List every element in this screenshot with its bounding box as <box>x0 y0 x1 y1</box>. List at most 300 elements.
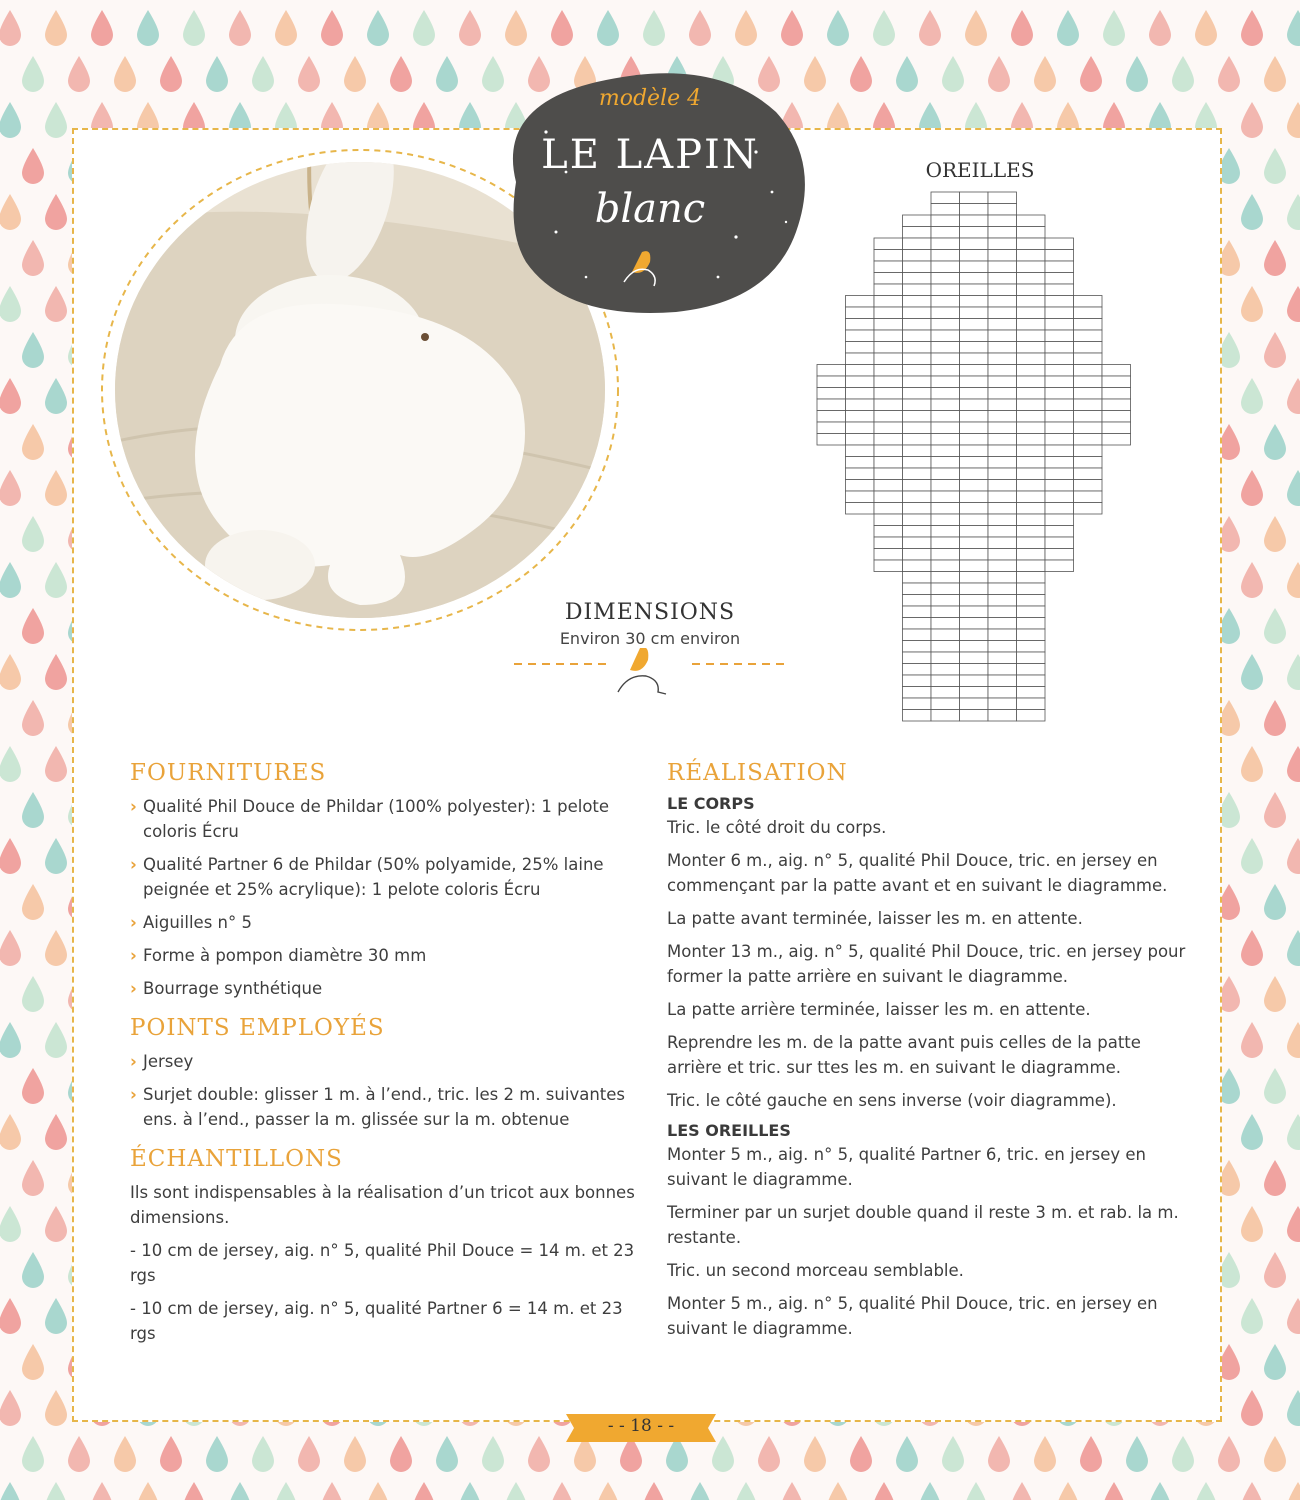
grid-cell <box>903 618 932 630</box>
grid-cell <box>874 411 903 423</box>
grid-cell <box>874 250 903 262</box>
raindrop-shape <box>528 1436 550 1472</box>
grid-cell <box>1017 641 1046 653</box>
grid-cell <box>1102 411 1131 423</box>
raindrop-shape <box>0 838 21 874</box>
grid-cell <box>988 503 1017 515</box>
grid-cell <box>903 710 932 722</box>
grid-cell <box>1045 445 1074 457</box>
grid-cell <box>988 687 1017 699</box>
raindrop-shape <box>1126 56 1148 92</box>
grid-cell <box>846 376 875 388</box>
grid-cell <box>960 227 989 239</box>
raindrop-shape <box>22 56 44 92</box>
raindrop-shape <box>252 56 274 92</box>
grid-cell <box>960 549 989 561</box>
grid-cell <box>846 388 875 400</box>
raindrop-shape <box>827 10 849 46</box>
grid-cell <box>874 537 903 549</box>
grid-cell <box>1045 261 1074 273</box>
grid-cell <box>960 250 989 262</box>
grid-cell <box>988 388 1017 400</box>
grid-cell <box>874 422 903 434</box>
grid-cell <box>988 319 1017 331</box>
grid-cell <box>931 238 960 250</box>
grid-cell <box>846 296 875 308</box>
grid-cell <box>931 273 960 285</box>
grid-cell <box>931 365 960 377</box>
raindrop-shape <box>390 1436 412 1472</box>
grid-cell <box>1045 365 1074 377</box>
fournitures-list <box>130 794 640 1001</box>
instruction-line: Reprendre les m. de la patte avant puis celles de la patte arrière et tric. sur ttes les m. en suivant le diagramme. <box>667 1033 1141 1077</box>
grid-cell <box>931 307 960 319</box>
grid-cell <box>1017 664 1046 676</box>
grid-cell <box>1045 411 1074 423</box>
raindrop-shape <box>1241 654 1263 690</box>
grid-cell <box>1102 399 1131 411</box>
grid-cell <box>1045 273 1074 285</box>
raindrop-shape <box>22 700 44 736</box>
raindrop-shape <box>45 10 67 46</box>
grid-cell <box>903 445 932 457</box>
raindrop-shape <box>1241 102 1263 138</box>
grid-cell <box>960 204 989 216</box>
grid-cell <box>1017 698 1046 710</box>
grid-cell <box>903 376 932 388</box>
grid-cell <box>988 227 1017 239</box>
raindrop-shape <box>551 10 573 46</box>
grid-cell <box>874 342 903 354</box>
points-list <box>130 1049 640 1132</box>
raindrop-shape <box>1080 56 1102 92</box>
raindrop-shape <box>45 930 67 966</box>
raindrop-shape <box>206 1436 228 1472</box>
grid-cell <box>874 353 903 365</box>
grid-cell <box>1074 330 1103 342</box>
grid-cell <box>903 595 932 607</box>
grid-cell <box>903 664 932 676</box>
raindrop-shape <box>0 1390 21 1426</box>
grid-cell <box>903 468 932 480</box>
grid-cell <box>988 537 1017 549</box>
grid-cell <box>931 491 960 503</box>
grid-cell <box>931 560 960 572</box>
grid-cell <box>1017 687 1046 699</box>
grid-cell <box>960 572 989 584</box>
raindrop-shape <box>1264 148 1286 184</box>
raindrop-shape <box>1287 930 1300 966</box>
echantillons-line: - 10 cm de jersey, aig. n° 5, qualité Phil Douce = 14 m. et 23 rgs <box>130 1241 635 1285</box>
page-subtitle: blanc <box>594 186 706 232</box>
grid-cell <box>960 296 989 308</box>
grid-cell <box>874 514 903 526</box>
grid-cell <box>903 296 932 308</box>
grid-cell <box>903 560 932 572</box>
grid-cell <box>1074 376 1103 388</box>
grid-cell <box>1102 376 1131 388</box>
grid-cell <box>960 560 989 572</box>
raindrop-shape <box>298 1436 320 1472</box>
grid-cell <box>1017 445 1046 457</box>
raindrop-shape <box>22 1160 44 1196</box>
grid-cell <box>931 330 960 342</box>
raindrop-shape <box>45 1298 67 1334</box>
raindrop-shape <box>459 1482 481 1500</box>
raindrop-shape <box>367 10 389 46</box>
grid-cell <box>1017 618 1046 630</box>
grid-cell <box>988 365 1017 377</box>
raindrop-shape <box>1241 562 1263 598</box>
raindrop-shape <box>22 148 44 184</box>
raindrop-shape <box>45 562 67 598</box>
grid-cell <box>960 284 989 296</box>
grid-cell <box>903 261 932 273</box>
raindrop-shape <box>1241 470 1263 506</box>
raindrop-shape <box>298 56 320 92</box>
grid-cell <box>817 376 846 388</box>
grid-cell <box>846 342 875 354</box>
raindrop-shape <box>1264 1344 1286 1380</box>
grid-cell <box>903 480 932 492</box>
grid-cell <box>960 330 989 342</box>
grid-cell <box>960 491 989 503</box>
raindrop-shape <box>1264 56 1286 92</box>
raindrop-shape <box>643 1482 665 1500</box>
raindrop-shape <box>0 10 21 46</box>
raindrop-shape <box>160 56 182 92</box>
grid-cell <box>846 491 875 503</box>
raindrop-shape <box>919 1482 941 1500</box>
grid-cell <box>988 250 1017 262</box>
page-title: LE LAPIN <box>541 132 759 178</box>
grid-cell <box>960 480 989 492</box>
raindrop-shape <box>689 10 711 46</box>
raindrop-shape <box>597 10 619 46</box>
raindrop-shape <box>0 378 21 414</box>
grid-cell <box>960 273 989 285</box>
grid-cell <box>1074 411 1103 423</box>
grid-cell <box>960 434 989 446</box>
raindrop-shape <box>1241 930 1263 966</box>
raindrop-shape <box>1241 838 1263 874</box>
raindrop-shape <box>965 1482 987 1500</box>
raindrop-shape <box>45 1390 67 1426</box>
grid-cell <box>1017 526 1046 538</box>
grid-cell <box>846 480 875 492</box>
grid-cell <box>931 664 960 676</box>
grid-cell <box>1017 388 1046 400</box>
grid-cell <box>874 273 903 285</box>
grid-cell <box>988 629 1017 641</box>
raindrop-shape <box>45 470 67 506</box>
raindrop-shape <box>45 1022 67 1058</box>
raindrop-shape <box>45 1206 67 1242</box>
raindrop-shape <box>0 654 21 690</box>
echantillons-intro: Ils sont indispensables à la réalisation d’un tricot aux bonnes dimensions. <box>130 1183 635 1227</box>
raindrop-shape <box>0 1298 21 1334</box>
grid-cell <box>903 457 932 469</box>
raindrop-shape <box>1287 1114 1300 1150</box>
raindrop-shape <box>22 1344 44 1380</box>
grid-cell <box>960 342 989 354</box>
grid-cell <box>1017 560 1046 572</box>
grid-cell <box>931 652 960 664</box>
raindrop-shape <box>1195 10 1217 46</box>
grid-cell <box>903 215 932 227</box>
title-badge <box>486 62 814 316</box>
grid-cell <box>931 629 960 641</box>
grid-cell <box>931 503 960 515</box>
grid-cell <box>931 687 960 699</box>
grid-cell <box>1017 215 1046 227</box>
raindrop-shape <box>137 10 159 46</box>
grid-cell <box>1045 468 1074 480</box>
raindrop-shape <box>22 1068 44 1104</box>
grid-cell <box>960 503 989 515</box>
raindrop-shape <box>643 10 665 46</box>
grid-cell <box>931 480 960 492</box>
grid-cell <box>817 434 846 446</box>
grid-cell <box>1017 583 1046 595</box>
grid-cell <box>1045 284 1074 296</box>
grid-cell <box>988 422 1017 434</box>
grid-cell <box>1017 457 1046 469</box>
raindrop-shape <box>597 1482 619 1500</box>
grid-cell <box>874 503 903 515</box>
grid-cell <box>1074 480 1103 492</box>
grid-cell <box>846 434 875 446</box>
raindrop-shape <box>850 56 872 92</box>
raindrop-shape <box>45 102 67 138</box>
grid-cell <box>988 330 1017 342</box>
grid-cell <box>960 365 989 377</box>
echantillons-line: - 10 cm de jersey, aig. n° 5, qualité Partner 6 = 14 m. et 23 rgs <box>130 1299 623 1343</box>
raindrop-shape <box>45 286 67 322</box>
grid-cell <box>846 399 875 411</box>
raindrop-shape <box>505 10 527 46</box>
raindrop-shape <box>1287 378 1300 414</box>
raindrop-shape <box>781 10 803 46</box>
grid-cell <box>960 618 989 630</box>
grid-cell <box>1017 411 1046 423</box>
grid-cell <box>960 537 989 549</box>
grid-cell <box>1017 422 1046 434</box>
grid-cell <box>960 606 989 618</box>
grid-cell <box>874 307 903 319</box>
grid-cell <box>1045 526 1074 538</box>
list-item: › Aiguilles n° 5 <box>130 910 640 935</box>
grid-cell <box>874 365 903 377</box>
grid-cell <box>903 399 932 411</box>
grid-cell <box>960 675 989 687</box>
grid-cell <box>1017 284 1046 296</box>
grid-cell <box>1045 296 1074 308</box>
grid-cell <box>1017 595 1046 607</box>
grid-cell <box>1074 307 1103 319</box>
list-item: › Forme à pompon diamètre 30 mm <box>130 943 640 968</box>
grid-cell <box>960 422 989 434</box>
grid-cell <box>931 411 960 423</box>
instruction-line: La patte arrière terminée, laisser les m. en attente. <box>667 1000 1091 1019</box>
grid-cell <box>903 353 932 365</box>
grid-cell <box>1017 238 1046 250</box>
grid-cell <box>960 641 989 653</box>
grid-cell <box>1045 480 1074 492</box>
grid-cell <box>988 480 1017 492</box>
grid-cell <box>931 606 960 618</box>
grid-cell <box>1074 434 1103 446</box>
raindrop-shape <box>1195 1482 1217 1500</box>
raindrop-shape <box>45 746 67 782</box>
grid-cell <box>988 560 1017 572</box>
raindrop-shape <box>1287 10 1300 46</box>
grid-cell <box>988 204 1017 216</box>
grid-cell <box>960 687 989 699</box>
raindrop-shape <box>1149 1482 1171 1500</box>
grid-cell <box>931 284 960 296</box>
raindrop-shape <box>1103 10 1125 46</box>
grid-cell <box>960 468 989 480</box>
grid-cell <box>903 526 932 538</box>
raindrop-shape <box>413 1482 435 1500</box>
grid-cell <box>960 514 989 526</box>
instruction-line: Monter 6 m., aig. n° 5, qualité Phil Douce, tric. en jersey en commençant par la patte avant et en suivant le diagramme. <box>667 851 1168 895</box>
grid-cell <box>817 399 846 411</box>
grid-cell <box>1074 342 1103 354</box>
grid-cell <box>817 422 846 434</box>
raindrop-shape <box>275 10 297 46</box>
grid-cell <box>1017 537 1046 549</box>
raindrop-shape <box>229 1482 251 1500</box>
raindrop-shape <box>1287 746 1300 782</box>
raindrop-shape <box>68 56 90 92</box>
grid-cell <box>1045 250 1074 262</box>
grid-cell <box>988 468 1017 480</box>
grid-cell <box>874 296 903 308</box>
raindrop-shape <box>45 378 67 414</box>
raindrop-shape <box>0 1022 21 1058</box>
grid-cell <box>1045 514 1074 526</box>
raindrop-shape <box>1172 1436 1194 1472</box>
raindrop-shape <box>0 102 21 138</box>
grid-cell <box>1045 319 1074 331</box>
grid-cell <box>903 606 932 618</box>
grid-cell <box>1017 330 1046 342</box>
grid-cell <box>960 664 989 676</box>
grid-cell <box>1074 399 1103 411</box>
grid-cell <box>903 319 932 331</box>
raindrop-shape <box>1103 1482 1125 1500</box>
raindrop-shape <box>22 1252 44 1288</box>
raindrop-shape <box>344 56 366 92</box>
grid-cell <box>846 468 875 480</box>
ears-chart-title: OREILLES <box>925 158 1035 182</box>
bunny-divider-icon <box>500 648 800 698</box>
raindrop-shape <box>1264 1068 1286 1104</box>
grid-cell <box>988 261 1017 273</box>
grid-cell <box>1017 250 1046 262</box>
raindrop-shape <box>965 10 987 46</box>
raindrop-shape <box>137 1482 159 1500</box>
raindrop-shape <box>1287 1482 1300 1500</box>
grid-cell <box>960 307 989 319</box>
grid-cell <box>1045 388 1074 400</box>
raindrop-shape <box>1080 1436 1102 1472</box>
grid-cell <box>988 710 1017 722</box>
dimensions-block <box>500 600 800 702</box>
grid-cell <box>931 204 960 216</box>
right-column <box>667 760 1187 1349</box>
raindrop-shape <box>735 10 757 46</box>
grid-cell <box>817 388 846 400</box>
raindrop-shape <box>1172 56 1194 92</box>
grid-cell <box>931 227 960 239</box>
grid-cell <box>846 411 875 423</box>
grid-cell <box>960 629 989 641</box>
raindrop-shape <box>1287 286 1300 322</box>
grid-cell <box>1045 353 1074 365</box>
dimensions-text: Environ 30 cm environ <box>559 629 741 648</box>
grid-cell <box>1045 503 1074 515</box>
grid-cell <box>960 261 989 273</box>
grid-cell <box>960 698 989 710</box>
grid-cell <box>1102 422 1131 434</box>
grid-cell <box>903 411 932 423</box>
raindrop-shape <box>22 424 44 460</box>
grid-cell <box>1074 445 1103 457</box>
grid-cell <box>931 388 960 400</box>
raindrop-shape <box>551 1482 573 1500</box>
raindrop-shape <box>919 10 941 46</box>
grid-cell <box>1045 307 1074 319</box>
raindrop-shape <box>1011 1482 1033 1500</box>
list-item: › Jersey <box>130 1049 640 1074</box>
raindrop-shape <box>988 56 1010 92</box>
raindrop-shape <box>0 930 21 966</box>
raindrop-shape <box>1241 286 1263 322</box>
oreilles-heading: LES OREILLES <box>667 1121 791 1140</box>
raindrop-shape <box>321 10 343 46</box>
raindrop-shape <box>45 838 67 874</box>
grid-cell <box>1045 457 1074 469</box>
raindrop-shape <box>436 56 458 92</box>
grid-cell <box>903 537 932 549</box>
grid-cell <box>931 399 960 411</box>
raindrop-shape <box>45 194 67 230</box>
grid-cell <box>1074 457 1103 469</box>
grid-cell <box>903 687 932 699</box>
model-label: modèle 4 <box>598 86 702 111</box>
raindrop-shape <box>390 56 412 92</box>
grid-cell <box>988 434 1017 446</box>
page-number: - - 18 - - <box>607 1416 675 1436</box>
raindrop-shape <box>1287 1022 1300 1058</box>
raindrop-shape <box>0 286 21 322</box>
grid-cell <box>931 250 960 262</box>
grid-cell <box>960 710 989 722</box>
grid-cell <box>1045 342 1074 354</box>
raindrop-shape <box>275 1482 297 1500</box>
grid-cell <box>1074 422 1103 434</box>
raindrop-shape <box>1057 10 1079 46</box>
points-section <box>130 1015 640 1132</box>
grid-cell <box>903 422 932 434</box>
raindrop-shape <box>1287 102 1300 138</box>
grid-cell <box>931 618 960 630</box>
raindrop-shape <box>114 1436 136 1472</box>
grid-cell <box>1017 307 1046 319</box>
